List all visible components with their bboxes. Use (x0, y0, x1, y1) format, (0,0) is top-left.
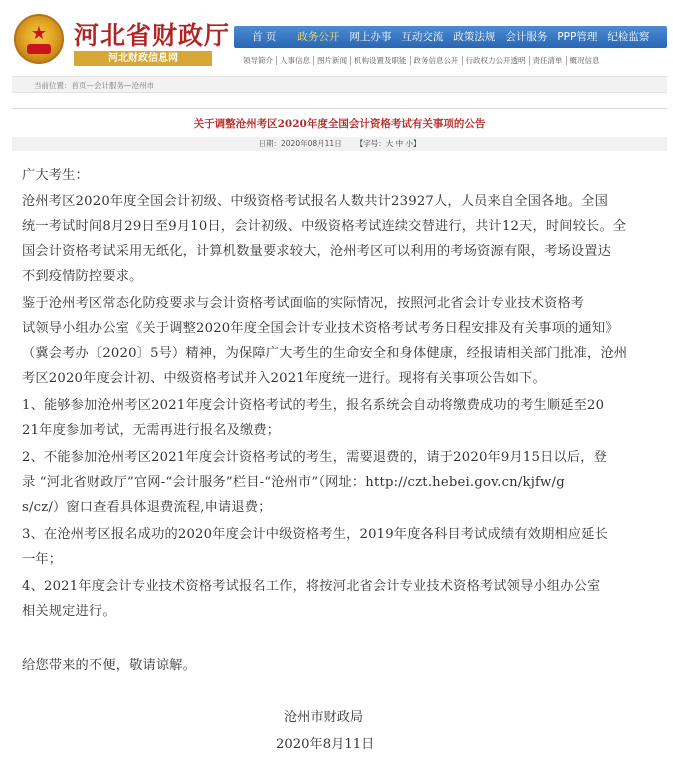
font-size-small-link[interactable]: 小 (405, 139, 413, 148)
site-title[interactable]: 河北省财政厅 (74, 21, 231, 50)
closing-line: 给您带来的不便，敬请谅解。 (22, 658, 197, 673)
article-meta (12, 137, 667, 151)
subnav-organization[interactable]: 机构设置及职能 (351, 56, 411, 65)
paragraph-line: 1、能够参加沧州考区2021年度会计资格考试的考生，报名系统会自动将缴费成功的考生顺延至20 (22, 398, 605, 413)
paragraph-line: 沧州考区2020年度全国会计初级、中级资格考试报名人数共计23927人，人员来自全国各地。全国 (22, 194, 609, 209)
star-icon: ★ (30, 23, 48, 44)
paragraph-line: 一年； (22, 552, 63, 567)
subnav-admin-power[interactable]: 行政权力公开透明 (463, 56, 530, 65)
article-title: 关于调整沧州考区2020年度全国会计资格考试有关事项的公告 (193, 118, 486, 130)
site-subtitle: 河北财政信息网 (74, 51, 212, 66)
paragraph-line: 试领导小组办公室《关于调整2020年度全国会计专业技术资格考试考务日程安排及有关事项的通知》 (22, 321, 619, 336)
salutation: 广大考生： (22, 168, 89, 183)
paragraph-line: 4、2021年度会计专业技术资格考试报名工作，将按河北省会计专业技术资格考试领导小组办公室 (22, 579, 601, 594)
nav-item-online-services[interactable]: 网上办事 (349, 31, 392, 43)
nav-item-accounting-services[interactable]: 会计服务 (505, 31, 548, 43)
emblem-band (27, 44, 51, 54)
paragraph-line: 国会计资格考试采用无纸化，计算机数量要求较大，沧州考区可以利用的考场资源有限，考场设置达 (22, 244, 612, 259)
paragraph-line: 相关规定进行。 (22, 604, 116, 619)
subnav-photo-news[interactable]: 图片新闻 (314, 56, 351, 65)
main-nav (234, 26, 667, 48)
paragraph-line: 鉴于沧州考区常态化防疫要求与会计资格考试面临的实际情况，按照河北省会计专业技术资格考 (22, 296, 585, 311)
paragraph-line: 3、在沧州考区报名成功的2020年度会计中级资格考生，2019年度各科目考试成绩有效期相应延长 (22, 527, 609, 542)
subnav-gov-info[interactable]: 政务信息公开 (411, 56, 463, 65)
nav-item-policies[interactable]: 政策法规 (453, 31, 496, 43)
paragraph-line: 不到疫情防控要求。 (22, 269, 143, 284)
breadcrumb[interactable]: 当前位置：首页—会计服务—沧州市 (34, 81, 154, 90)
nav-item-interaction[interactable]: 互动交流 (401, 31, 444, 43)
paragraph-line: 2、不能参加沧州考区2021年度会计资格考试的考生，需要退费的，请于2020年9月15日以后，登 (22, 450, 608, 465)
subnav-personnel[interactable]: 人事信息 (277, 56, 314, 65)
signature: 沧州市财政局 (284, 710, 364, 725)
subnav-overview[interactable]: 概况信息 (569, 55, 600, 65)
font-size-large-link[interactable]: 大 (385, 139, 394, 148)
subnav-leaders[interactable]: 领导简介 (240, 56, 277, 65)
paragraph-line: 统一考试时间8月29日至9月10日，会计初级、中级资格考试连续交替进行，共计12天，时间较长。全 (22, 219, 627, 234)
paragraph-line: 录 “河北省财政厅”官网-“会计服务”栏目-“沧州市”（网址：http://czt.hebei.gov.cn/kjfw/g (22, 475, 565, 490)
paragraph-line: 21年度参加考试，无需再进行报名及缴费； (22, 423, 281, 438)
sub-nav (240, 53, 667, 67)
paragraph-line: （冀会考办〔2020〕5号）精神，为保障广大考生的生命安全和身体健康，经报请相关部门批准，沧州 (22, 346, 628, 361)
font-size-medium-link[interactable]: 中 (395, 139, 404, 148)
nav-item-discipline[interactable]: 纪检监察 (607, 31, 650, 43)
font-size-label: 【字号： (355, 139, 386, 148)
site-header (0, 0, 673, 74)
nav-item-gov-affairs[interactable]: 政务公开 (297, 31, 340, 43)
divider (12, 108, 667, 109)
breadcrumb-bar (12, 76, 667, 93)
article-date: 日期：2020年08月11日 (258, 139, 342, 148)
paragraph-line: s/cz/）窗口查看具体退费流程,申请退费； (22, 500, 272, 515)
subnav-responsibility[interactable]: 责任清单 (530, 56, 567, 65)
nav-item-ppp[interactable]: PPP管理 (557, 31, 598, 43)
nav-item-home[interactable]: 首 页 (252, 31, 277, 43)
sign-date: 2020年8月11日 (276, 737, 375, 752)
paragraph-line: 考区2020年度会计初、中级资格考试并入2021年度统一进行。现将有关事项公告如下。 (22, 371, 546, 386)
font-size-close: 】 (412, 139, 421, 148)
emblem-icon[interactable] (14, 14, 64, 64)
